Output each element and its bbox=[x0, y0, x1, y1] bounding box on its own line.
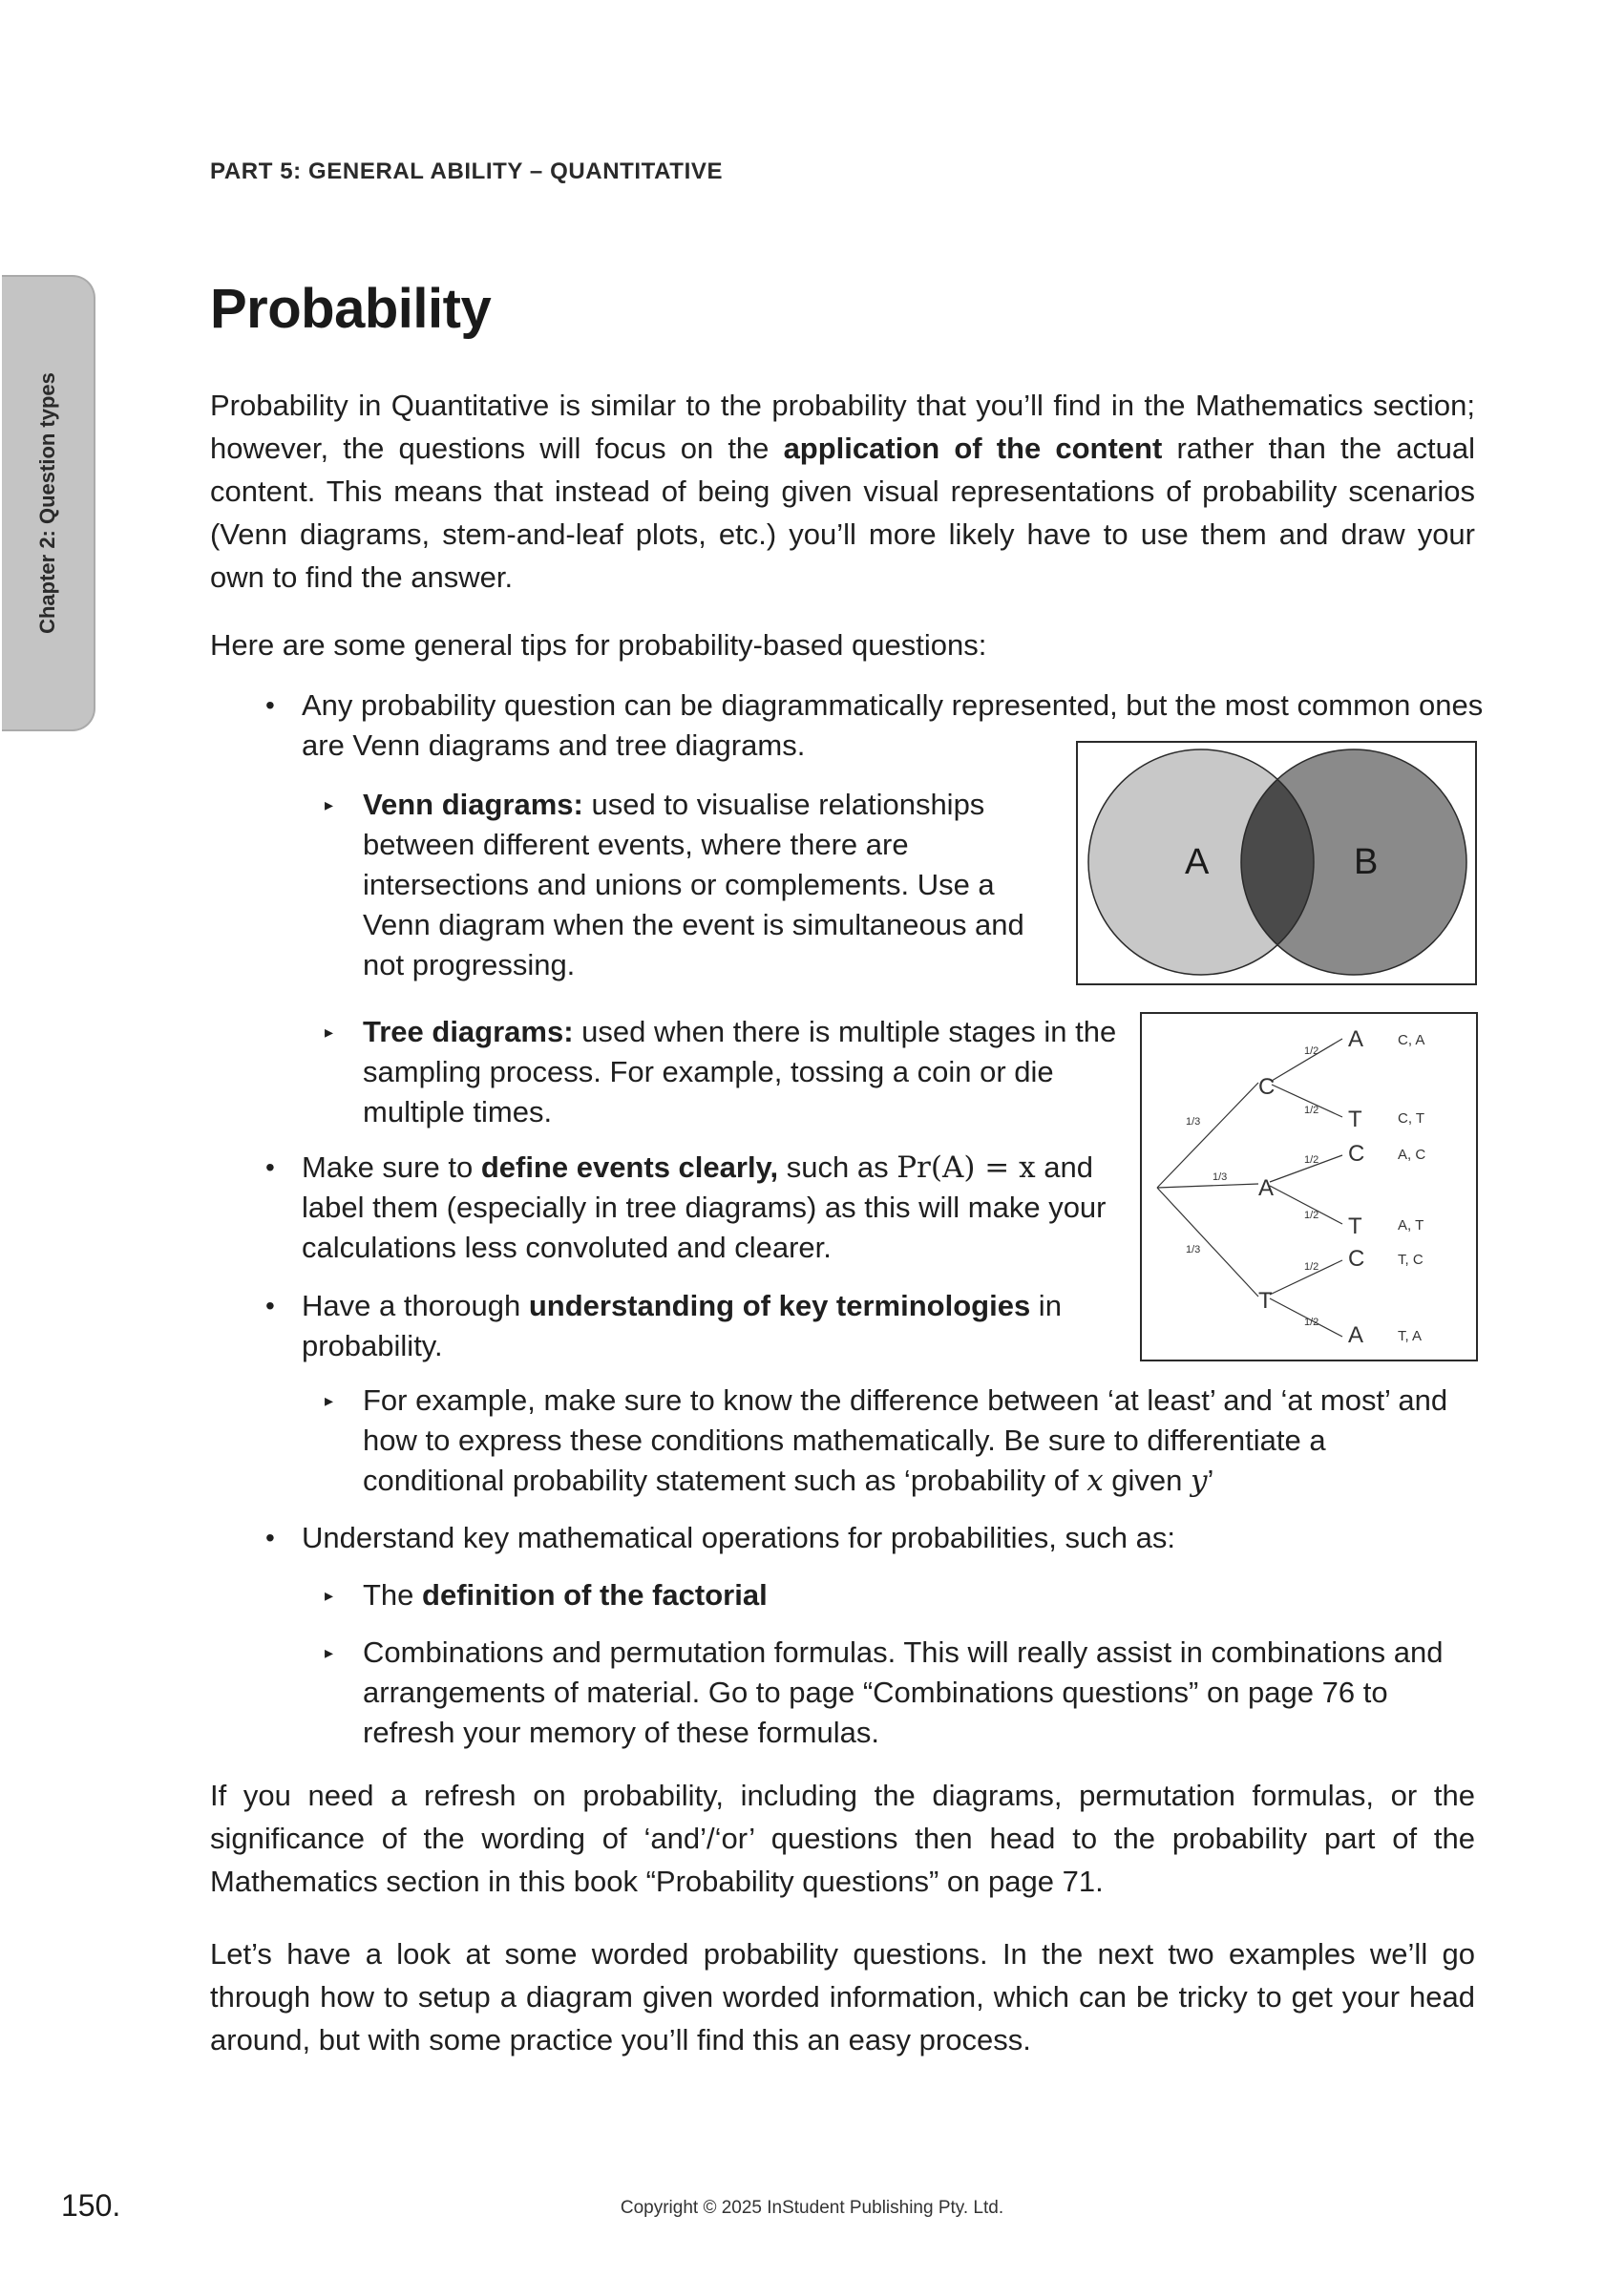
tree-leaf-prob-4: 1/2 bbox=[1304, 1210, 1319, 1221]
factorial-bold: definition of the factorial bbox=[422, 1578, 768, 1612]
tree-outcome-3: A, C bbox=[1398, 1147, 1426, 1163]
examples-intro-paragraph: Let’s have a look at some worded probability questions. In the next two examples we’ll go through how to setup a diagram given worded information, which can be tricky to get your head around, but with some practice you’ll find this an easy process. bbox=[210, 1937, 1475, 2057]
subbullet-terminology-example bbox=[325, 1381, 1451, 1501]
triangle-bullet-icon: ▸ bbox=[325, 1586, 334, 1605]
tree-diagram-svg bbox=[1142, 1014, 1476, 1360]
bullet-dot-icon: • bbox=[265, 1291, 275, 1320]
venn-label-a: A bbox=[1185, 842, 1210, 882]
venn-diagram-svg bbox=[1078, 743, 1475, 983]
subbullet-factorial bbox=[325, 1575, 1127, 1615]
terminology-bold: understanding of key terminologies bbox=[528, 1289, 1031, 1322]
tree-outcome-5: T, C bbox=[1398, 1252, 1424, 1268]
define-mid: such as bbox=[778, 1150, 897, 1184]
example-text: For example, make sure to know the difference between ‘at least’ and ‘at most’ and how to express these conditions mathematically. Be sure to differentiate a conditional probability statement such as ‘probability of bbox=[363, 1383, 1448, 1497]
define-pre: Make sure to bbox=[302, 1150, 481, 1184]
tips-intro: Here are some general tips for probability-based questions: bbox=[210, 628, 987, 662]
bullet-terminology bbox=[265, 1286, 1142, 1366]
bullet-dot-icon: • bbox=[265, 1152, 275, 1182]
example-end: ’ bbox=[1207, 1464, 1214, 1497]
tree-outcome-1: C, A bbox=[1398, 1032, 1425, 1048]
chapter-side-tab bbox=[2, 275, 95, 731]
intro-text-1: Probability in Quantitative is similar to the probability that you’ll find in the Mathematics section; however, the questions will focus on the bbox=[210, 389, 1475, 465]
terminology-post: in probability. bbox=[302, 1289, 1062, 1362]
intro-paragraph bbox=[210, 384, 1475, 599]
subbullet-tree bbox=[325, 1012, 1127, 1132]
tree-prob-c: 1/3 bbox=[1186, 1116, 1201, 1128]
tree-leaf-prob-3: 1/2 bbox=[1304, 1154, 1319, 1166]
tree-term: Tree diagrams: bbox=[363, 1015, 574, 1048]
tree-leaf-4: T bbox=[1348, 1213, 1362, 1239]
bullet-dot-icon: • bbox=[265, 690, 275, 720]
define-bold: define events clearly, bbox=[480, 1150, 779, 1184]
tree-prob-a: 1/3 bbox=[1213, 1171, 1228, 1183]
page-title: Probability bbox=[210, 278, 492, 340]
running-header: PART 5: GENERAL ABILITY – QUANTITATIVE bbox=[210, 158, 724, 184]
page-number: 150. bbox=[61, 2188, 121, 2223]
venn-description: used to visualise relationships between different events, where there are intersections and unions or complements. Use a Venn diagram when the event is simultaneous and not progressing. bbox=[363, 788, 1024, 981]
refresh-paragraph: If you need a refresh on probability, including the diagrams, permutation formulas, or the significance of the wording of ‘and’/‘or’ questions then head to the probability part of the Mathematics section in this book “Probability questions” on page 71. bbox=[210, 1779, 1475, 1898]
tree-leaf-prob-6: 1/2 bbox=[1304, 1317, 1319, 1328]
tree-leaf-3: C bbox=[1348, 1141, 1365, 1167]
define-math: Pr(A) = x bbox=[896, 1150, 1036, 1185]
tree-leaf-prob-5: 1/2 bbox=[1304, 1261, 1319, 1273]
intro-bold: application of the content bbox=[783, 432, 1163, 465]
tree-leaf-5: C bbox=[1348, 1246, 1365, 1272]
define-post: and label them (especially in tree diagrams) as this will make your calculations less convoluted and clearer. bbox=[302, 1150, 1107, 1264]
bullet-define-events bbox=[265, 1148, 1137, 1268]
bullet-operations bbox=[265, 1518, 1447, 1558]
tree-leaf-1: A bbox=[1348, 1026, 1364, 1052]
tree-prob-t: 1/3 bbox=[1186, 1244, 1201, 1255]
subbullet-combinations bbox=[325, 1633, 1451, 1753]
tree-node-a: A bbox=[1258, 1175, 1275, 1201]
chapter-side-tab-label: Chapter 2: Question types bbox=[35, 372, 59, 634]
tree-leaf-6: A bbox=[1348, 1322, 1364, 1348]
tree-description: used when there is multiple stages in the sampling process. For example, tossing a coin or die multiple times. bbox=[363, 1015, 1117, 1128]
bullet-dot-icon: • bbox=[265, 1523, 275, 1552]
venn-label-b: B bbox=[1354, 842, 1379, 882]
tree-leaf-2: T bbox=[1348, 1107, 1362, 1132]
example-var-y: y bbox=[1191, 1464, 1208, 1498]
tree-diagram bbox=[1140, 1012, 1478, 1361]
venn-term: Venn diagrams: bbox=[363, 788, 583, 821]
tree-outcome-6: T, A bbox=[1398, 1328, 1423, 1344]
example-given: given bbox=[1103, 1464, 1192, 1497]
tree-node-c: C bbox=[1258, 1074, 1276, 1100]
triangle-bullet-icon: ▸ bbox=[325, 1643, 334, 1662]
venn-diagram bbox=[1076, 741, 1477, 985]
example-var-x: x bbox=[1086, 1464, 1104, 1498]
triangle-bullet-icon: ▸ bbox=[325, 1023, 334, 1042]
terminology-pre: Have a thorough bbox=[302, 1289, 529, 1322]
combinations-text: Combinations and permutation formulas. This will really assist in combinations and arrangements of material. Go to page “Combinations questions” on page 76 to refresh your memory of these formulas. bbox=[363, 1635, 1444, 1749]
tree-leaf-prob-1: 1/2 bbox=[1304, 1045, 1319, 1057]
triangle-bullet-icon: ▸ bbox=[325, 795, 334, 814]
tree-node-t: T bbox=[1258, 1288, 1273, 1314]
copyright-notice: Copyright © 2025 InStudent Publishing Pty. Ltd. bbox=[620, 2198, 1004, 2218]
subbullet-venn bbox=[325, 785, 1050, 985]
triangle-bullet-icon: ▸ bbox=[325, 1391, 334, 1410]
tree-leaf-prob-2: 1/2 bbox=[1304, 1105, 1319, 1116]
tree-outcome-2: C, T bbox=[1398, 1110, 1425, 1127]
intro-text-2: rather than the actual content. This means that instead of being given visual representations of probability scenarios (Venn diagrams, stem-and-leaf plots, etc.) you’ll more likely have to use them and draw your own to find the answer. bbox=[210, 432, 1475, 594]
factorial-pre: The bbox=[363, 1578, 423, 1612]
tree-outcome-4: A, T bbox=[1398, 1217, 1424, 1234]
operations-text: Understand key mathematical operations for probabilities, such as: bbox=[302, 1521, 1175, 1554]
bullet-diagrams-text: Any probability question can be diagrammatically represented, but the most common ones are Venn diagrams and tree diagrams. bbox=[302, 688, 1484, 762]
